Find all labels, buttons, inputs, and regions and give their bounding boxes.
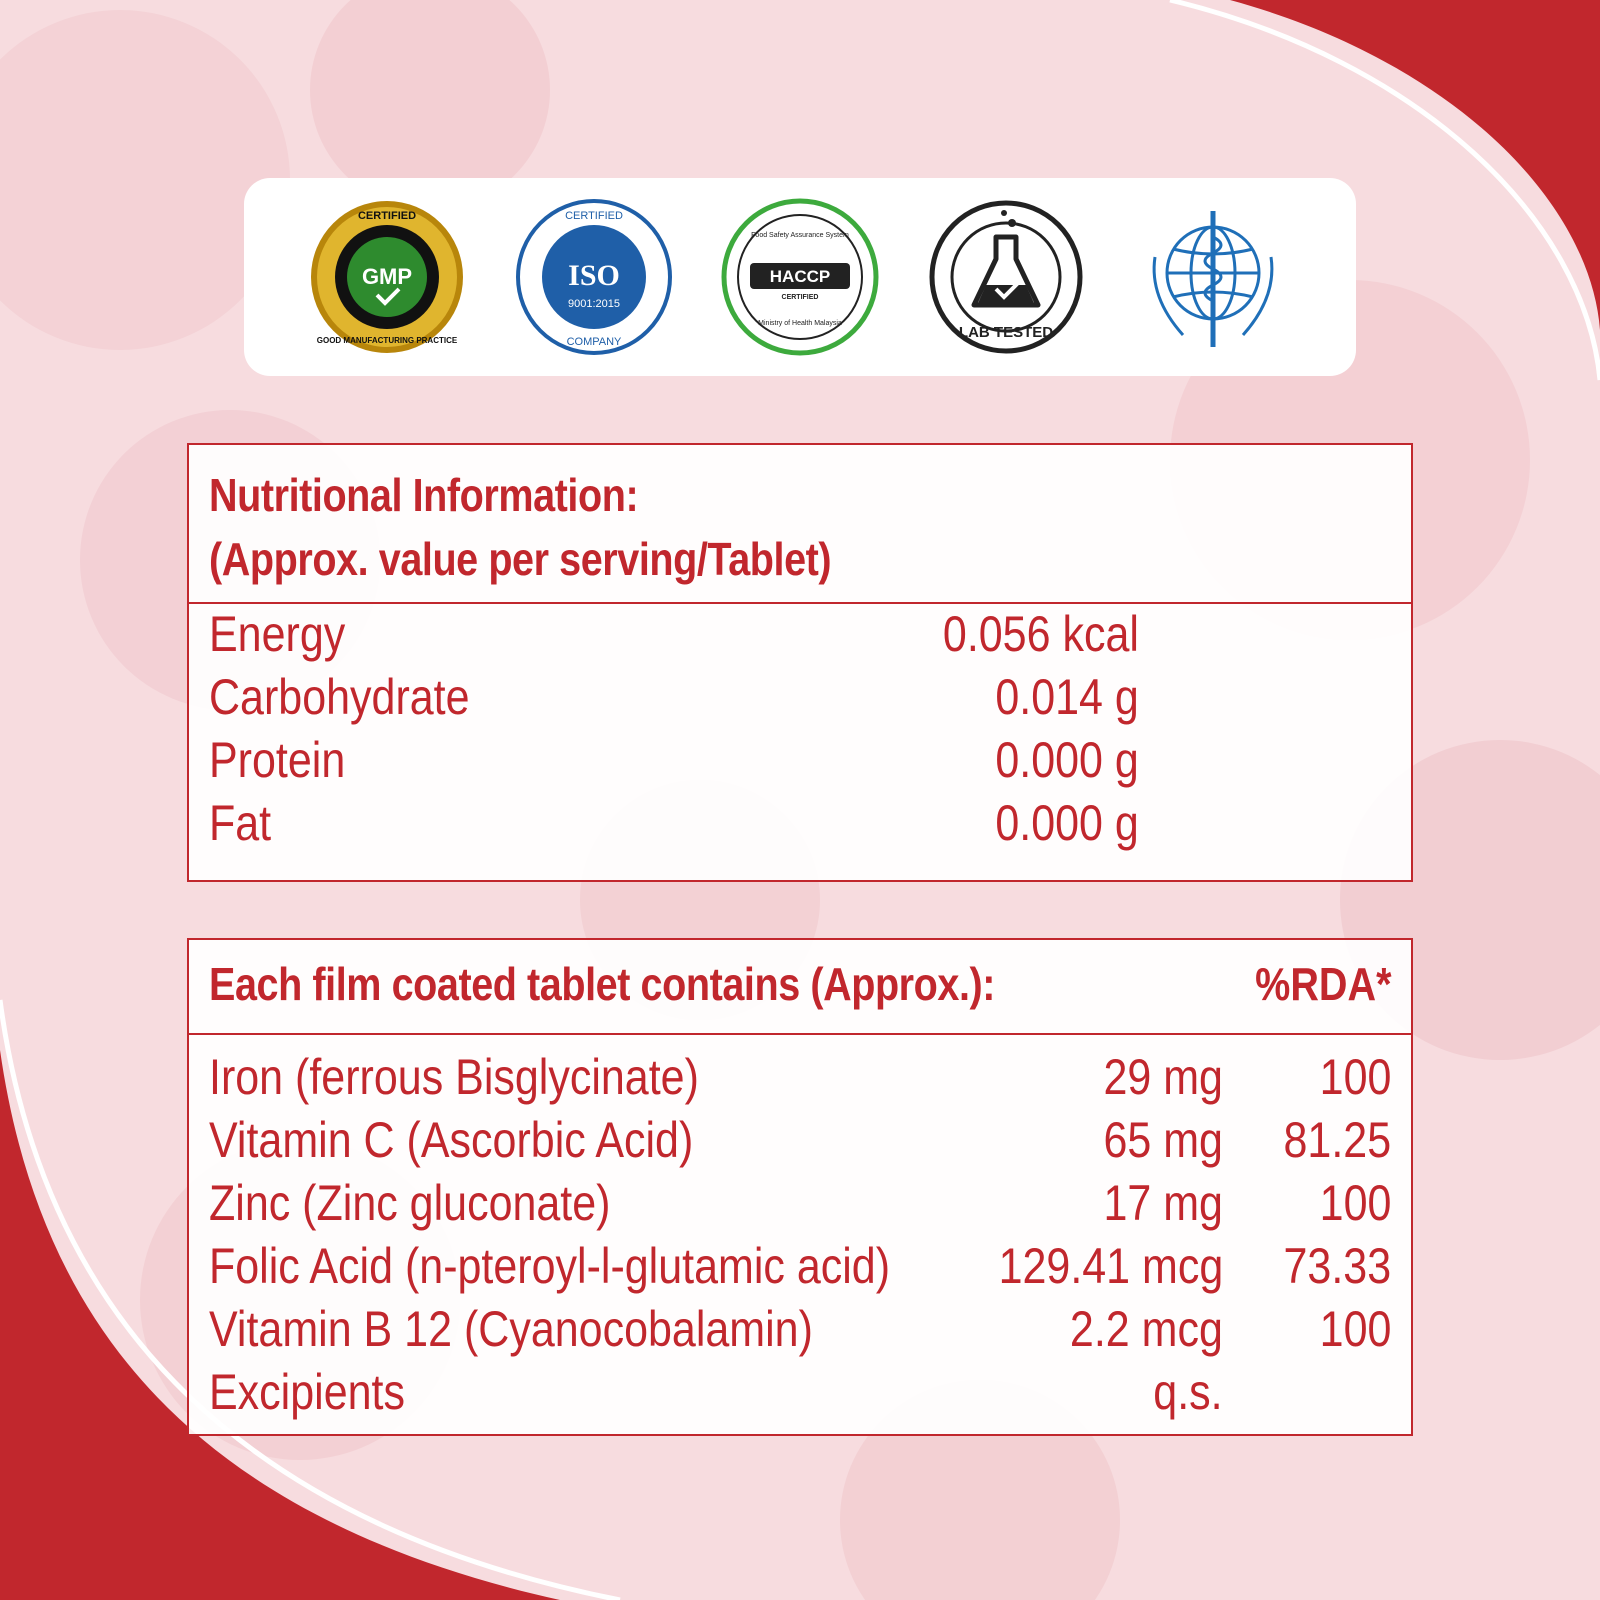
certification-badges-panel bbox=[244, 178, 1356, 376]
nutrient-value: 0.014 g bbox=[995, 669, 1139, 725]
table-row bbox=[189, 1298, 1411, 1360]
ingredient-amount: 29 mg bbox=[1103, 1049, 1223, 1105]
nutritional-information-panel bbox=[187, 443, 1413, 882]
gmp-certified-badge-icon bbox=[307, 197, 467, 357]
svg-text:CERTIFIED: CERTIFIED bbox=[358, 210, 417, 222]
ingredient-amount: 17 mg bbox=[1103, 1175, 1223, 1231]
table-row bbox=[189, 666, 1411, 728]
svg-text:HACCP: HACCP bbox=[769, 267, 831, 286]
ingredient-amount: 65 mg bbox=[1103, 1112, 1223, 1168]
nutrient-name: Protein bbox=[209, 732, 346, 788]
nutrition-heading bbox=[209, 463, 831, 591]
ingredient-amount: 129.41 mcg bbox=[998, 1238, 1223, 1294]
ingredient-name: Folic Acid (n-pteroyl-l-glutamic acid) bbox=[209, 1238, 891, 1294]
svg-text:9001:2015: 9001:2015 bbox=[567, 298, 620, 310]
svg-text:CERTIFIED: CERTIFIED bbox=[781, 294, 819, 301]
nutrient-name: Fat bbox=[209, 795, 272, 851]
table-row bbox=[189, 603, 1411, 665]
ingredient-rda: 81.25 bbox=[1283, 1112, 1391, 1168]
haccp-certified-badge-icon bbox=[720, 197, 880, 357]
contents-title: Each film coated tablet contains (Approx.): bbox=[209, 958, 995, 1010]
svg-text:ISO: ISO bbox=[567, 259, 620, 292]
table-row bbox=[189, 1046, 1411, 1108]
table-row bbox=[189, 792, 1411, 854]
table-row bbox=[189, 1172, 1411, 1234]
ingredient-rda: 100 bbox=[1319, 1301, 1391, 1357]
nutrient-value: 0.056 kcal bbox=[942, 606, 1139, 662]
nutrient-name: Carbohydrate bbox=[209, 669, 470, 725]
ingredient-rda: 100 bbox=[1319, 1049, 1391, 1105]
rda-column-header: %RDA* bbox=[1254, 958, 1391, 1010]
ingredient-name: Vitamin C (Ascorbic Acid) bbox=[209, 1112, 694, 1168]
nutrient-value: 0.000 g bbox=[995, 795, 1139, 851]
svg-text:Ministry of Health Malaysia: Ministry of Health Malaysia bbox=[758, 320, 842, 327]
ingredient-rda: 73.33 bbox=[1283, 1238, 1391, 1294]
nutrition-subtitle: (Approx. value per serving/Tablet) bbox=[209, 533, 832, 585]
svg-text:COMPANY: COMPANY bbox=[566, 336, 621, 348]
ingredient-name: Zinc (Zinc gluconate) bbox=[209, 1175, 611, 1231]
svg-text:GMP: GMP bbox=[362, 264, 413, 289]
ingredient-name: Vitamin B 12 (Cyanocobalamin) bbox=[209, 1301, 813, 1357]
ingredient-name: Excipients bbox=[209, 1364, 405, 1420]
contents-header-divider bbox=[189, 1033, 1411, 1035]
svg-text:Food Safety Assurance System: Food Safety Assurance System bbox=[751, 232, 849, 239]
lab-tested-badge-icon bbox=[926, 197, 1086, 357]
ingredient-rda: 100 bbox=[1319, 1175, 1391, 1231]
ingredient-name: Iron (ferrous Bisglycinate) bbox=[209, 1049, 699, 1105]
iso-certified-badge-icon bbox=[514, 197, 674, 357]
ingredient-amount: q.s. bbox=[1153, 1364, 1223, 1420]
nutrition-title: Nutritional Information: bbox=[209, 469, 639, 521]
table-row bbox=[189, 729, 1411, 791]
who-emblem-icon bbox=[1133, 197, 1293, 357]
table-row bbox=[189, 1361, 1411, 1423]
svg-text:GOOD MANUFACTURING PRACTICE: GOOD MANUFACTURING PRACTICE bbox=[316, 336, 458, 345]
table-row bbox=[189, 1109, 1411, 1171]
tablet-contents-panel bbox=[187, 938, 1413, 1436]
ingredient-amount: 2.2 mcg bbox=[1070, 1301, 1223, 1357]
table-row bbox=[189, 1235, 1411, 1297]
svg-text:CERTIFIED: CERTIFIED bbox=[564, 210, 623, 222]
nutrient-name: Energy bbox=[209, 606, 346, 662]
svg-text:LAB TESTED: LAB TESTED bbox=[959, 324, 1054, 341]
nutrient-value: 0.000 g bbox=[995, 732, 1139, 788]
